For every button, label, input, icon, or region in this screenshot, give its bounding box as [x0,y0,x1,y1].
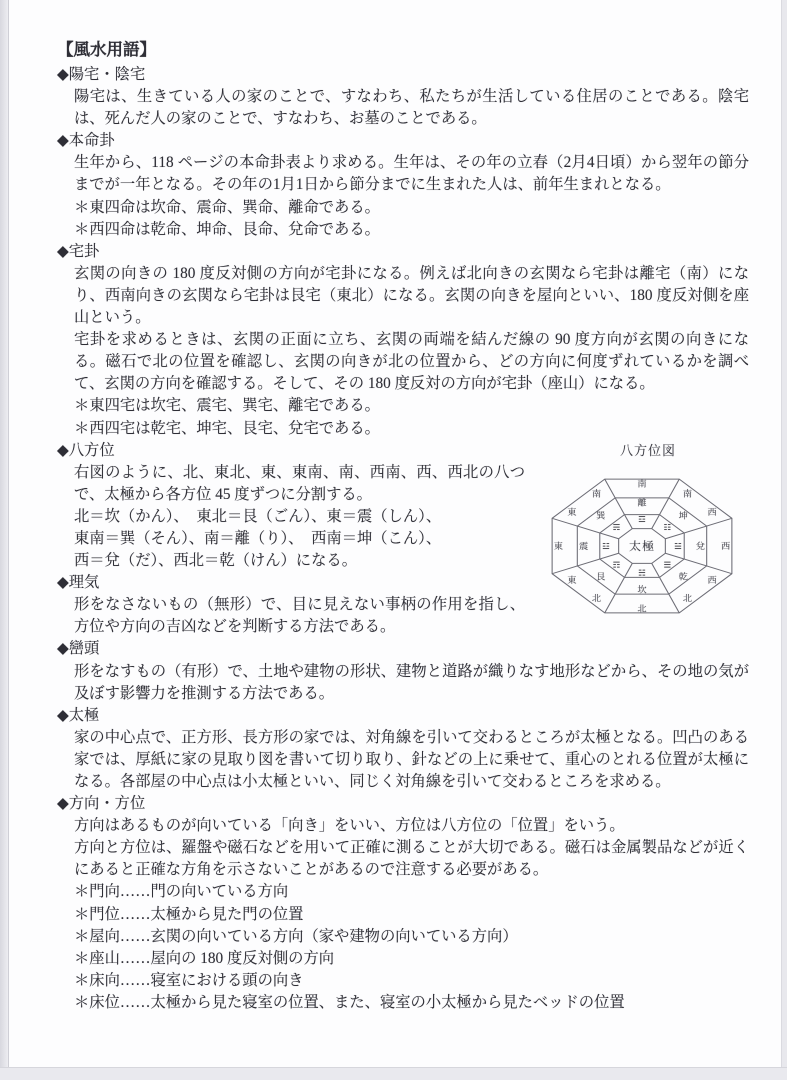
kana-line: 西＝兌（だ）、西北＝乾（けん）になる。 [74,552,357,570]
trigram-icon-li: ☲ [638,513,646,524]
scan-edge-left [0,0,9,1080]
section-taikyoku [57,705,749,793]
trigram-name-li: 離 [637,497,647,508]
trigram-name-gon: 艮 [596,571,606,582]
direction-label-northeast-n: 北 [591,593,602,603]
section-heading: ◆理気 [57,574,100,592]
note-line: ＊東四宅は坎宅、震宅、巽宅、離宅である。 [74,397,380,415]
direction-label-southwest-s: 南 [682,488,693,499]
trigram-icon-son: ☴ [612,521,621,532]
kana-line: 北＝坎（かん）、 東北＝艮（ごん）、東＝震（しん）、 [74,507,442,525]
direction-label-east: 東 [553,540,563,551]
section-rantou [57,638,749,704]
note-line: ＊門位……太極から見た門の位置 [74,905,304,923]
paragraph: 陽宅は、生きている人の家のことで、すなわち、私たちが生活している住居のことである。陰宅は、死んだ人の家のことで、すなわち、お墓のことである。 [74,88,749,128]
section-takuka [57,241,749,440]
section-honmeika [57,130,749,240]
note-line: ＊西四命は乾命、坤命、艮命、兌命である。 [74,220,380,238]
direction-label-northwest-n: 北 [682,593,693,603]
trigram-icon-kun: ☷ [663,521,672,532]
direction-label-northeast-e: 東 [567,574,577,585]
direction-label-south: 南 [637,478,647,489]
direction-label-north: 北 [637,603,647,613]
document-page [9,0,781,1068]
scan-edge-bottom [0,1067,787,1080]
direction-label-southeast-e: 東 [567,506,577,517]
section-heading: ◆太極 [57,706,100,724]
paragraph: 生年から、118 ページの本命卦表より求める。生年は、その年の立春（2月4日頃）から翌年の節分までが一年となる。その年の1月1日から節分までに生まれた人は、前年生まれとなる。 [74,154,749,194]
section-heading: ◆方向・方位 [57,795,146,813]
paragraph: 形をなさないもの（無形）で、目に見えない事柄の作用を指し、方位や方向の吉凶などを判断する方法である。 [74,596,525,636]
trigram-name-kan: 坎 [637,584,647,594]
section-heading: ◆宅卦 [57,242,100,260]
note-line: ＊床位……太極から見た寝室の位置、また、寝室の小太極から見たベッドの位置 [74,993,625,1011]
eight-directions-figure [535,442,749,632]
note-line: ＊西四宅は乾宅、坤宅、艮宅、兌宅である。 [74,419,380,437]
trigram-name-shin: 震 [579,540,589,551]
scan-edge-right [781,0,787,1080]
kana-line: 東南＝巽（そん）、南＝離（り）、 西南＝坤（こん）、 [74,529,442,547]
note-line: ＊座山……屋向の 180 度反対側の方向 [74,949,335,967]
note-line: ＊東四命は坎命、震命、巽命、離命である。 [74,198,380,216]
radial-line [605,563,633,613]
direction-label-southwest-w: 西 [707,506,717,517]
paragraph: 玄関の向きの 180 度反対側の方向が宅卦になる。例えば北向きの玄関なら宅卦は離宅（南）になり、西南向きの玄関なら宅卦は艮宅（東北）になる。玄関の向きを屋向といい、180 度反対側を座山という。 [74,264,749,327]
section-houkou-houi [57,793,749,1014]
paragraph: 方向と方位は、羅盤や磁石などを用いて正確に測ることが大切である。磁石は金属製品などが近くにあると正確な方角を示さないことがあるので注意する必要がある。 [74,839,749,879]
note-line: ＊門向……門の向いている方向 [74,883,289,901]
trigram-icon-da: ☱ [674,540,682,551]
paragraph: 形をなすもの（有形）で、土地や建物の形状、建物と道路が織りなす地形などから、その地の気が及ぼす影響力を推測する方法である。 [74,662,749,702]
section-yotaku-intaku [57,64,749,130]
radial-line [665,553,732,573]
radial-line [552,553,619,573]
note-line: ＊床向……寝室における頭の向き [74,971,304,989]
section-heading: ◆陽宅・陰宅 [57,66,146,83]
paragraph: 方向はあるものが向いている「向き」をいい、方位は八方位の「位置」をいう。 [74,817,625,835]
radial-line [652,479,680,529]
paragraph: 右図のように、北、東北、東、東南、南、西南、西、西北の八つで、太極から各方位 45 度ずつに分割する。 [74,463,525,503]
section-heading: ◆本命卦 [57,132,115,150]
diagram-caption: 八方位図 [619,442,676,458]
paragraph: 家の中心点で、正方形、長方形の家では、対角線を引いて交わるところが太極となる。凹凸のある家では、厚紙に家の見取り図を書いて切り取り、針などの上に乗せて、重心のとれる位置が太極になる。各部屋の中心点は小太極といい、同じく対角線を引いて交わるところを求める。 [74,728,749,790]
eight-directions-diagram [535,460,749,632]
trigram-name-ken: 乾 [678,571,688,582]
page-title: 【風水用語】 [57,40,156,59]
trigram-icon-gon: ☶ [612,559,621,570]
radial-line [665,518,732,538]
radial-line [552,518,619,538]
trigram-icon-ken: ☰ [663,559,672,570]
trigram-icon-shin: ☳ [602,540,610,551]
direction-label-west: 西 [721,540,731,551]
section-heading: ◆巒頭 [57,640,100,658]
section-heading: ◆八方位 [57,441,115,459]
direction-label-northwest-w: 西 [707,574,717,585]
paragraph: 宅卦を求めるときは、玄関の正面に立ち、玄関の両端を結んだ線の 90 度方向が玄関の向きになる。磁石で北の位置を確認し、玄関の向きが北の位置から、どの方向に何度ずれているかを調べて、玄関の方向を確認する。そして、その 180 度反対の方向が宅卦（座山）になる。 [74,331,749,393]
trigram-name-kun: 坤 [678,510,688,520]
note-line: ＊屋向……玄関の向いている方向（家や建物の向いている方向） [74,927,518,945]
center-label-taikyoku: 太極 [628,540,656,553]
document-content [57,38,749,1014]
trigram-name-son: 巽 [596,510,606,520]
trigram-name-da: 兌 [695,540,705,551]
trigram-icon-kan: ☵ [638,567,646,578]
radial-line [652,563,680,613]
radial-line [605,479,633,529]
happoui-group [57,440,749,639]
direction-label-southeast-s: 南 [591,488,602,499]
